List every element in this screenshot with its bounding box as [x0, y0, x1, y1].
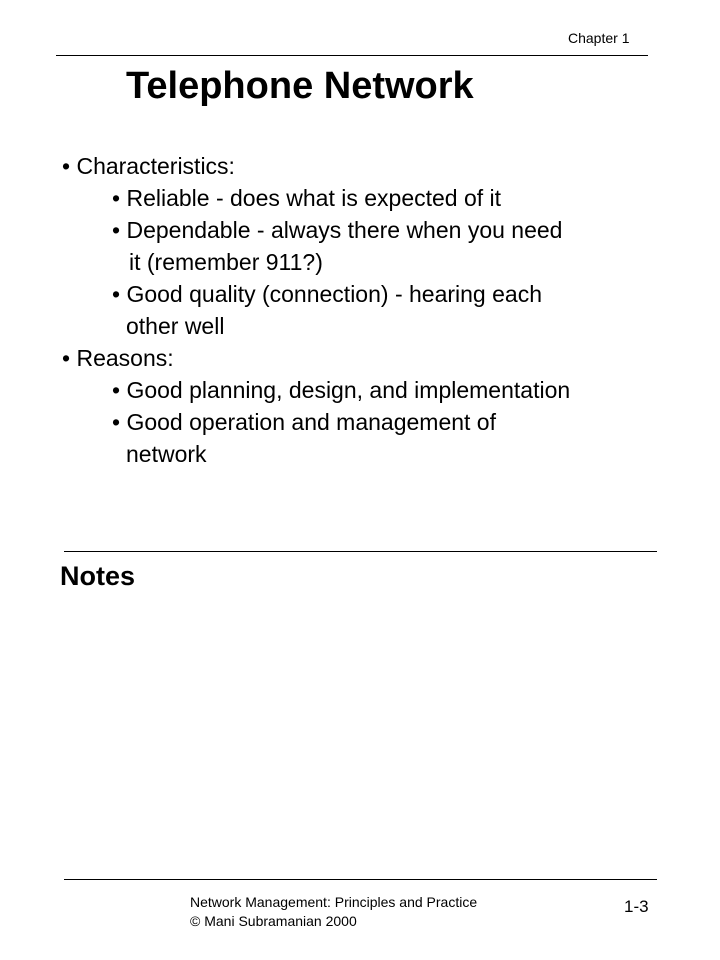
- copyright: © Mani Subramanian 2000: [190, 913, 357, 929]
- bullet-continuation: other well: [126, 313, 225, 339]
- bullet-text: Good operation and management of: [126, 409, 496, 435]
- bullet-continuation: it (remember 911?): [129, 249, 323, 275]
- header-divider: [56, 55, 648, 56]
- footer: [190, 893, 477, 931]
- chapter-label: Chapter 1: [568, 30, 630, 46]
- bullet-text: Good quality (connection) - hearing each: [126, 281, 542, 307]
- bullet-text: Dependable - always there when you need: [126, 217, 563, 243]
- footer-divider: [64, 879, 657, 880]
- bullet-dependable: • Dependable - always there when you need: [112, 217, 563, 243]
- bullet-operation: • Good operation and management of: [112, 409, 496, 435]
- notes-heading: Notes: [60, 561, 136, 591]
- bullet-text: Good planning, design, and implementation: [126, 377, 571, 403]
- slide-bullets: [62, 150, 682, 470]
- bullet-characteristics: • Characteristics:: [62, 153, 235, 179]
- bullet-continuation: network: [126, 441, 207, 467]
- bullet-reliable: • Reliable - does what is expected of it: [112, 185, 502, 211]
- bullet-reasons: • Reasons:: [62, 345, 174, 371]
- reasons-heading: Reasons:: [76, 345, 174, 371]
- characteristics-heading: Characteristics:: [76, 153, 235, 179]
- slide-title: Telephone Network: [126, 65, 474, 107]
- book-title: Network Management: Principles and Practice: [190, 894, 478, 910]
- bullet-good-quality: • Good quality (connection) - hearing each: [112, 281, 542, 307]
- bullet-text: Reliable - does what is expected of it: [126, 185, 502, 211]
- bullet-planning: • Good planning, design, and implementation: [112, 377, 571, 403]
- page-number: 1-3: [624, 897, 649, 916]
- notes-divider: [64, 551, 657, 552]
